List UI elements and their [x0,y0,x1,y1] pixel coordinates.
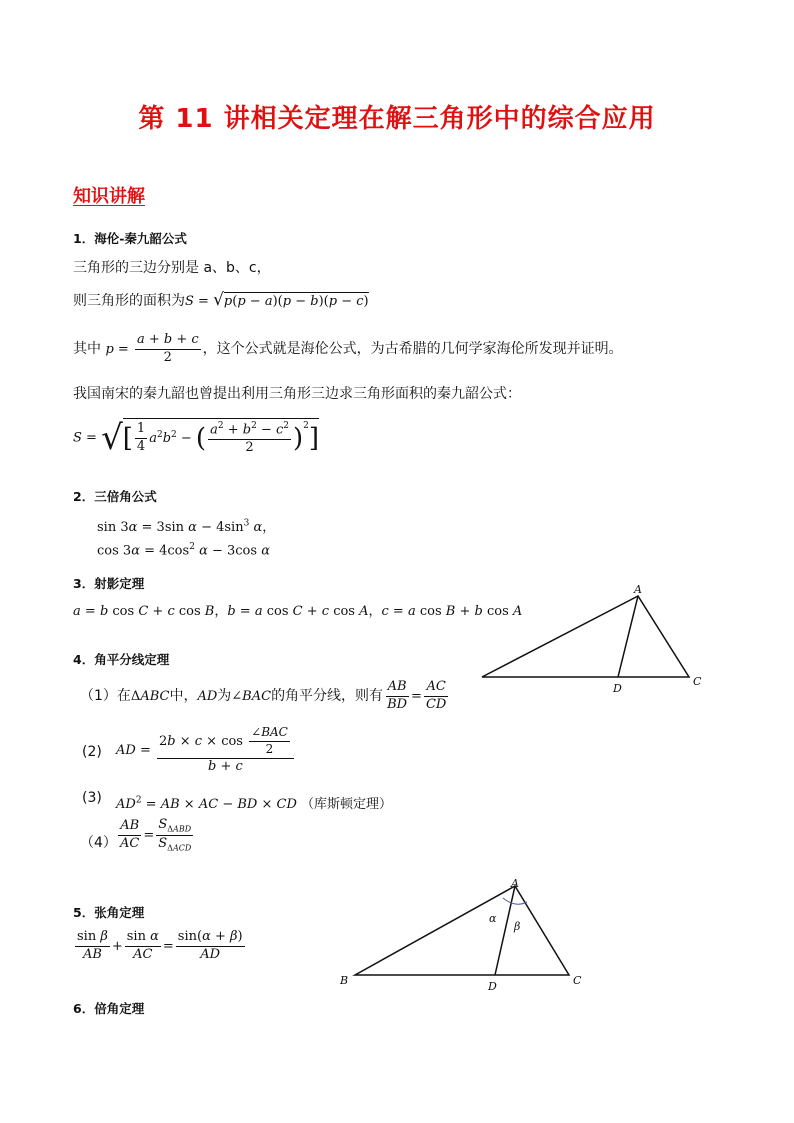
triangle-figure-1 [470,580,710,695]
triangle-figure-2 [335,872,590,997]
projection-heading: 3．射影定理 [73,576,145,591]
label-c-2: C [573,974,582,987]
label-alpha: α [489,912,497,925]
sin-triple-formula: sin 3α = 3sin $\alpha - 4\sin^3$ α， [97,518,276,535]
bisector-ad [618,596,638,677]
bisector-item-3-label: (3) [82,790,102,806]
heron-formula: S = √p(p − a)(p − b)(p − c) [185,290,369,310]
label-d: D [613,682,622,695]
area-ratio-formula: $\frac{AB}{AC}$ = $\frac{S_{\Delta ABD}}{S_{\Delta ACD}}$ [120,817,192,853]
label-d-2: D [488,980,497,993]
double-angle-heading: 6．倍角定理 [73,1001,145,1016]
p-formula: p = $\frac{a + b + c}{2}$ [105,332,199,365]
label-a-2: A [511,877,519,890]
bisector-length-formula: AD = 2b × c × cos $\frac{\text{∠BAC}}{2}$ b + c [116,726,296,775]
heron-heading: 1．海伦-秦九韶公式 [73,231,187,246]
label-a: A [634,583,642,596]
label-c: C [693,675,702,688]
cos-triple-formula: $\cos 3\alpha = 4\cos^2$ α − 3cos α [97,542,270,559]
bisector-item-2-label: (2) [82,744,102,760]
stewart-formula: $AD^2$ = AB × AC − BD × CD （库斯顿定理） [116,795,393,812]
zhangjiao-heading: 5．张角定理 [73,905,145,920]
qin-line: 我国南宋的秦九韶也曾提出利用三角形三边求三角形面积的秦九韶公式： [73,386,521,402]
heron-line2: 则三角形的面积为S = √p(p − a)(p − b)(p − c) [73,290,369,310]
qin-formula: S = √[ $\frac{1}{4}$ $a^2b^2$ − ( $\frac{a^2 + b^2 - c^2}{2}$ )$^2$] [73,418,320,459]
triangle-abc [482,596,689,677]
bisector-item-1: （1）在ΔABC中，AD为∠BAC的角平分线，则有 $\frac{AB}{BD}$ = $\frac{AC}{CD}$ [80,679,447,712]
heron-line1: 三角形的三边分别是 a、b、c， [73,260,271,276]
bisector-heading: 4．角平分线定理 [73,652,170,667]
projection-formula: a = b cos C + c cos B，b = a cos C + c cos A，c = a cos B + b cos A [73,604,523,619]
label-b-2: B [340,974,349,987]
label-beta: β [514,920,521,933]
triangle-abc-2 [355,886,569,975]
zhangjiao-formula: $\frac{\text{sin β}}{AB}$ + $\frac{\text{sin α}}{AC}$ = $\frac{\sin(\alpha + \beta)}{AD}$ [77,929,243,962]
heron-line3: 其中 p = $\frac{a + b + c}{2}$ ，这个公式就是海伦公式，为古希腊的几何学家海伦所发现并证明。 [73,332,623,365]
section-heading: 知识讲解 [73,186,145,207]
triple-angle-heading: 2．三倍角公式 [73,489,157,504]
page-title: 第 11 讲相关定理在解三角形中的综合应用 [138,104,656,134]
bisector-item-4-label: （4） [80,835,117,851]
